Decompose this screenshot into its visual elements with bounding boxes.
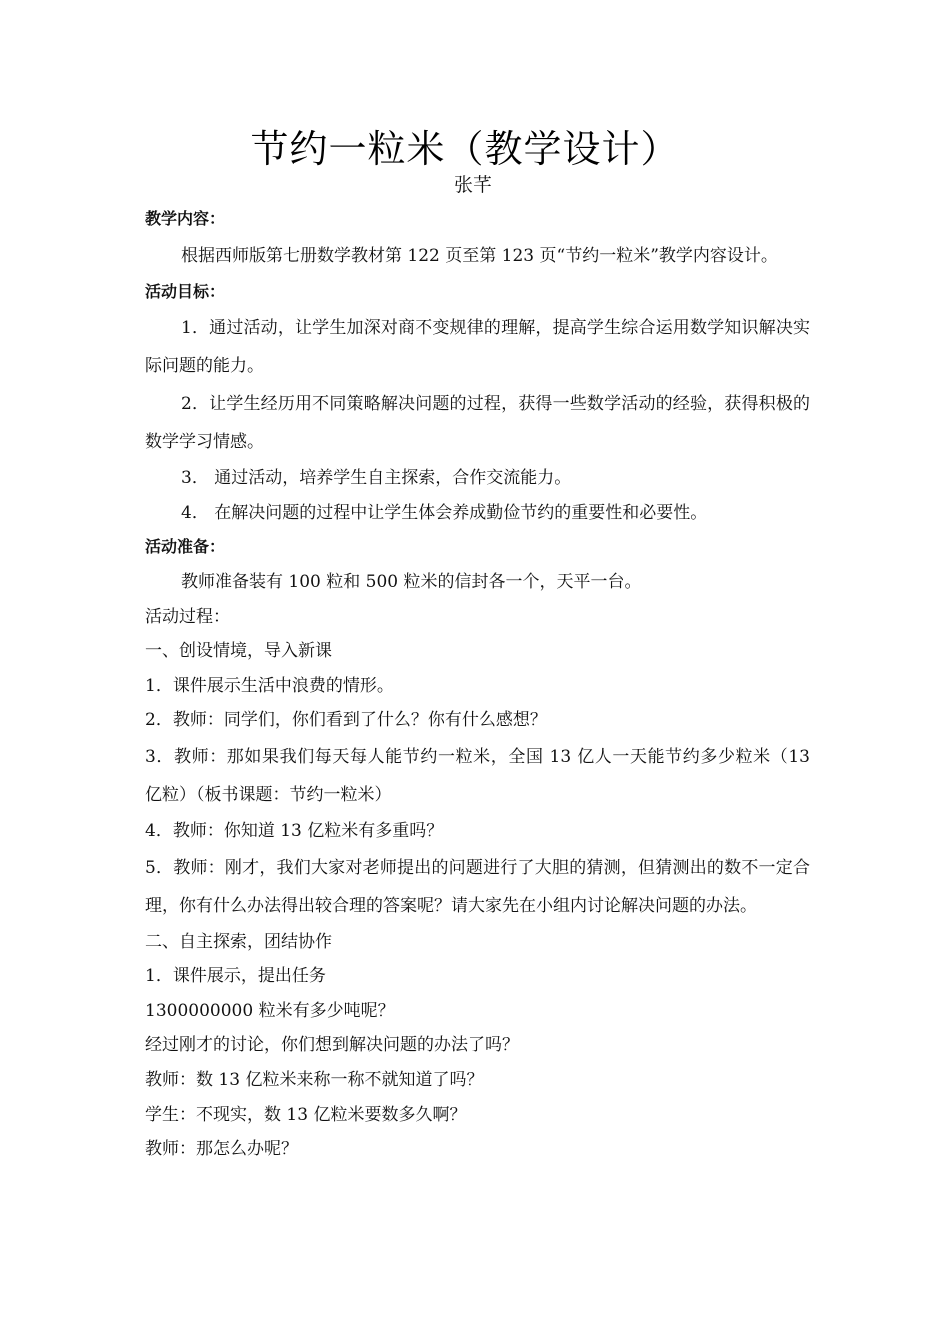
prep-paragraph: 教师准备装有 100 粒和 500 粒米的信封各一个，天平一台。: [181, 571, 642, 592]
document-body: [145, 202, 810, 1167]
part-2-line-2: 1300000000 粒米有多少吨呢？: [145, 1000, 395, 1021]
section-heading-goals: 活动目标：: [145, 281, 226, 301]
part-2-line-6: 教师：那怎么办呢？: [145, 1139, 298, 1160]
part-2-heading: 二、自主探索，团结协作: [145, 931, 332, 952]
part-2-line-4: 教师：数 13 亿粒米来称一称不就知道了吗？: [145, 1069, 484, 1090]
part-1-item-3: 3．教师：那如果我们每天每人能节约一粒米，全国 13 亿人一天能节约多少粒米（13 亿粒）（板书课题：节约一粒米）: [145, 746, 810, 805]
part-1-item-1: 1．课件展示生活中浪费的情形。: [145, 675, 394, 696]
section-heading-content: 教学内容：: [145, 209, 226, 228]
goal-item-4: 4． 在解决问题的过程中让学生体会养成勤俭节约的重要性和必要性。: [181, 502, 708, 523]
section-heading-prep: 活动准备：: [145, 537, 226, 557]
part-1-item-4: 4．教师：你知道 13 亿粒米有多重吗？: [145, 820, 444, 841]
part-1-item-5: 5．教师：刚才，我们大家对老师提出的问题进行了大胆的猜测，但猜测出的数不一定合理，你有什么办法得出较合理的答案呢？请大家先在小组内讨论解决问题的办法。: [145, 857, 810, 916]
content-paragraph: 根据西师版第七册数学教材第 122 页至第 123 页“节约一粒米”教学内容设计。: [181, 245, 778, 266]
section-heading-process: 活动过程：: [145, 606, 230, 627]
goal-item-1: 1．通过活动，让学生加深对商不变规律的理解，提高学生综合运用数学知识解决实际问题的能力。: [145, 318, 810, 377]
part-2-line-3: 经过刚才的讨论，你们想到解决问题的办法了吗？: [145, 1035, 519, 1056]
part-2-item-1: 1．课件展示，提出任务: [145, 966, 326, 987]
document-title: 节约一粒米（教学设计）: [250, 127, 680, 171]
goal-item-2: 2．让学生经历用不同策略解决问题的过程，获得一些数学活动的经验，获得积极的数学学习情感。: [145, 394, 810, 453]
author-name: 张芊: [453, 174, 492, 196]
goal-item-3: 3． 通过活动，培养学生自主探索，合作交流能力。: [181, 468, 572, 489]
part-1-heading: 一、创设情境，导入新课: [145, 641, 332, 662]
part-2-line-5: 学生：不现实，数 13 亿粒米要数多久啊？: [145, 1104, 467, 1125]
part-1-item-2: 2．教师：同学们，你们看到了什么？你有什么感想？: [145, 710, 547, 731]
